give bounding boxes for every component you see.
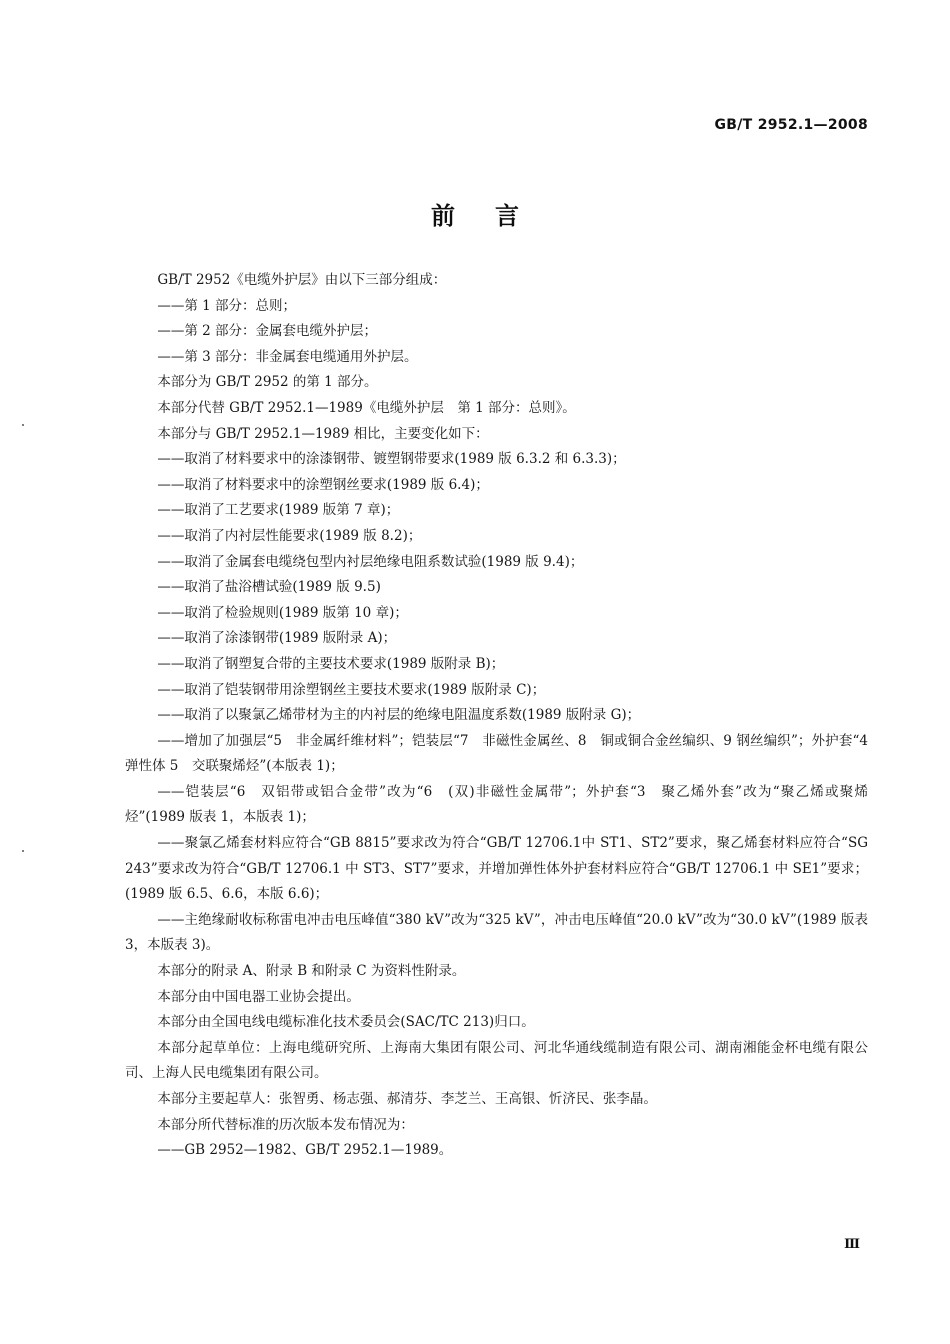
- list-item: ——铠装层“6 双铝带或铝合金带”改为“6 (双)非磁性金属带”；外护套“3 聚乙烯外套”改为“聚乙烯或聚烯烃”(1989 版表 1，本版表 1)；: [125, 783, 868, 826]
- list-item: ——取消了钢塑复合带的主要技术要求(1989 版附录 B)；: [157, 655, 505, 672]
- page-title: 前言: [431, 202, 559, 230]
- list-item: ——取消了涂漆钢带(1989 版附录 A)；: [157, 630, 397, 647]
- paragraph: 本部分的附录 A、附录 B 和附录 C 为资料性附录。: [157, 963, 466, 980]
- standard-code: GB/T 2952.1—2008: [714, 117, 868, 133]
- list-item: ——GB 2952—1982、GB/T 2952.1—1989。: [157, 1142, 453, 1159]
- list-item: ——取消了材料要求中的涂塑钢丝要求(1989 版 6.4)；: [157, 476, 489, 493]
- paragraph: 本部分由中国电器工业协会提出。: [157, 988, 360, 1005]
- list-item: ——取消了检验规则(1989 版第 10 章)；: [157, 604, 408, 621]
- list-item: ——第 2 部分：金属套电缆外护层；: [157, 323, 378, 340]
- paragraph: 本部分代替 GB/T 2952.1—1989《电缆外护层 第 1 部分：总则》。: [157, 399, 576, 416]
- list-item: ——聚氯乙烯套材料应符合“GB 8815”要求改为符合“GB/T 12706.1中 ST1、ST2”要求，聚乙烯套材料应符合“SG 243”要求改为符合“GB/T 12706.1 中 ST3、ST7”要求，并增加弹性体外护套材料应符合“GB/T 12706.1 中 SE1”要求；(1989 版 6.5、6.6，本版 6.6)；: [125, 835, 868, 903]
- page-number: Ⅲ: [844, 1237, 860, 1252]
- list-item: ——主绝缘耐收标称雷电冲击电压峰值“380 kV”改为“325 kV”，冲击电压峰值“20.0 kV”改为“30.0 kV”(1989 版表 3，本版表 3)。: [125, 911, 868, 954]
- list-item: ——取消了材料要求中的涂漆钢带、镀塑钢带要求(1989 版 6.3.2 和 6.3.3)；: [157, 451, 626, 468]
- list-item: ——第 1 部分：总则；: [157, 297, 297, 314]
- paragraph: 本部分主要起草人：张智勇、杨志强、郝清芬、李芝兰、王高银、忻济民、张李晶。: [157, 1091, 657, 1107]
- paragraph: 本部分与 GB/T 2952.1—1989 相比，主要变化如下：: [157, 425, 489, 442]
- list-item: ——取消了工艺要求(1989 版第 7 章)；: [157, 502, 400, 519]
- paragraph: 本部分起草单位：上海电缆研究所、上海南大集团有限公司、河北华通线缆制造有限公司、湖南湘能金杯电缆有限公司、上海人民电缆集团有限公司。: [125, 1039, 868, 1082]
- list-item: ——取消了盐浴槽试验(1989 版 9.5): [157, 579, 381, 596]
- paragraph: 本部分由全国电线电缆标准化技术委员会(SAC/TC 213)归口。: [157, 1014, 535, 1031]
- list-item: ——取消了铠装钢带用涂塑钢丝主要技术要求(1989 版附录 C)；: [157, 681, 546, 698]
- list-item: ——第 3 部分：非金属套电缆通用外护层。: [157, 348, 418, 365]
- list-item: ——取消了内衬层性能要求(1989 版 8.2)；: [157, 527, 422, 544]
- paragraph: 本部分所代替标准的历次版本发布情况为：: [157, 1116, 414, 1133]
- list-item: ——增加了加强层“5 非金属纤维材料”；铠装层“7 非磁性金属丝、8 铜或铜合金丝编织、9 钢丝编织”；外护套“4 弹性体 5 交联聚烯烃”(本版表 1)；: [125, 732, 882, 775]
- list-item: ——取消了以聚氯乙烯带材为主的内衬层的绝缘电阻温度系数(1989 版附录 G)；: [157, 707, 641, 724]
- paragraph: 本部分为 GB/T 2952 的第 1 部分。: [157, 374, 378, 391]
- scan-speck: [22, 850, 24, 852]
- foreword-body: [125, 268, 882, 1164]
- scan-speck: [22, 424, 24, 426]
- paragraph: GB/T 2952《电缆外护层》由以下三部分组成：: [157, 272, 447, 288]
- list-item: ——取消了金属套电缆绕包型内衬层绝缘电阻系数试验(1989 版 9.4)；: [157, 553, 584, 570]
